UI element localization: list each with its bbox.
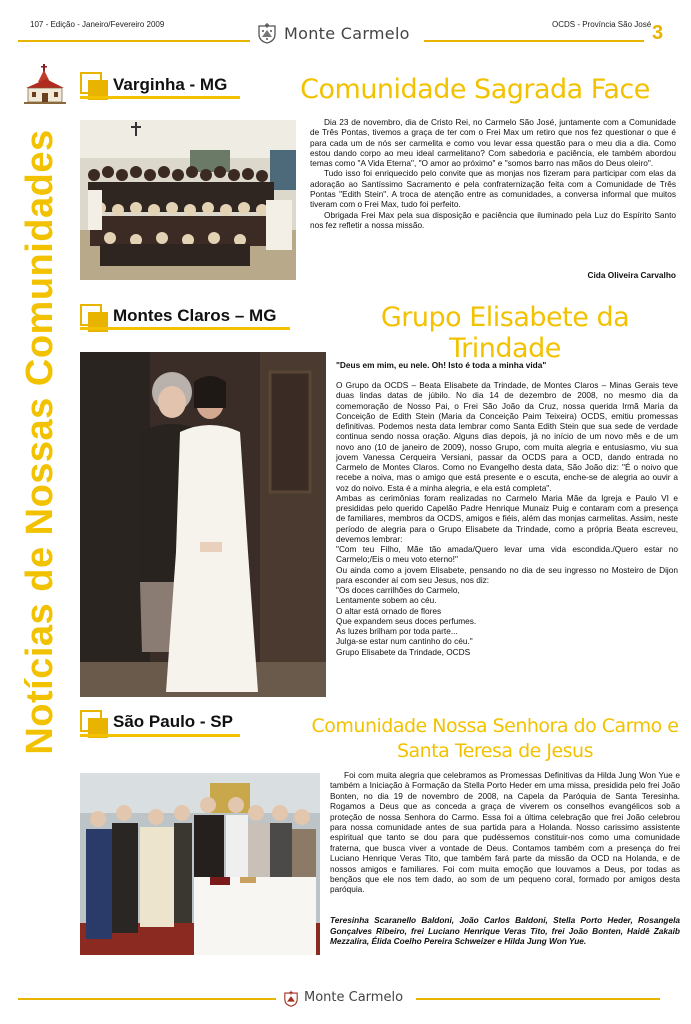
section-location-montes-claros: Montes Claros – MG [113,306,277,325]
section-underline [80,734,240,737]
paragraph: Tudo isso foi enriquecido pelo convite que as monjas nos fizeram para participar com elas da adoração ao Santíssimo Sacramento e pela confraternização feita com a Comunidade de Três Pontas "Edith Stein". A troca de atenção entre as comunidades, a conversa informal que muitos tiveram com o Frei Max, tudo foi perfeito. [310,168,676,210]
article-title-sagrada-face: Comunidade Sagrada Face [300,74,650,105]
carmel-shield-icon [258,22,276,44]
paragraph: O Grupo da OCDS – Beata Elisabete da Trindade, de Montes Claros – Minas Gerais teve duas lindas datas de júbilo. No dia 14 de dezembro de 2008, no mesmo dia da comemoração de Nosso Pai, o Frei São João da Cruz, nossa querida Irmã Maria da Conceição de Edith Stein (Maria da Conceição Paim Teixeira) OCDS, emitiu promessas definitivas. Podemos nesta data lembrar como Santa Edith Stein que sua sede de verdade continua sendo nossa oração. Alguns dias depois, já no início de um novo mês e de um novo ano (10 de janeiro de 2009), nosso Grupo, com muita alegria e entusiasmo, viu sua jovem Vanessa Cerqueira Versiani, passar da OCDS para a OCD, dando entrada no Carmelo de Montes Claros. Como no Evangelho desta data, São João diz: "É o noivo que recebe a noiva, mas o amigo que está presente e o escuta, enche-se de alegria ao ouvir a voz do noivo. Esta é a minha alegria, e ela está completa". [336,380,678,493]
article-title-elisabete: Grupo Elisabete da Trindade [380,302,630,364]
carmel-shield-icon [284,990,298,1007]
province-info: OCDS - Província São José [552,20,652,29]
photo-varginha-group [80,120,296,280]
article-body-sagrada-face [310,117,676,230]
article-body-nossa-senhora [330,770,680,895]
article-title-nossa-senhora [300,714,690,764]
magazine-title: Monte Carmelo [284,24,410,43]
title-line: Santa Teresa de Jesus [396,740,594,762]
paragraph: Foi com muita alegria que celebramos as Promessas Definitivas da Hilda Jung Won Yue e também a Iniciação à Formação da Stella Porto Heder em uma missa, presidida pelo frei João Bonten, no dia 19 de novembro de 2008, na Capela da Paróquia de Santa Teresinha. Rogamos a Deus que as conceda a graça de viverem os conselhos evangélicos sob a proteção de nossa Senhora do Carmo. Essa foi a última celebração que frei João celebrou para nossa comunidade antes de sua partida para a Holanda. Nosso carissimo assistente espiritual que tanto se dou para que pudéssemos constituir-nos como uma comunidade fraterna, que busca viver a vontade de Deus. Contamos também com a presença do frei Luciano Henrique Veras Tito, que também fará parte da missão da OCD na Holanda, e de nossos amigos e familiares. Foi com muita emoção que louvamos a Deus, por todas as bençãos que ele nos tem dado, ao som de um pequeno coral, formado por amigos desta paróquia. [330,770,680,895]
page-header [0,0,691,52]
paragraph: Dia 23 de novembro, dia de Cristo Rei, no Carmelo São José, juntamente com a Comunidade de Três Pontas, tivemos a graça de ter com o Frei Max um retiro que nos fez questionar o que é para cada um de nós ser carmelita e como vou levar essa questão para o meu dia a dia. Como estou dando corpo ao meu ideal carmelitano? Com sabedoria e paciência, ele também abordou temas como "A Vida Eterna", "O amor ao próximo" e "somos barro nas mãos do Deus oleiro". [310,117,676,169]
page-number: 3 [652,22,664,44]
issue-info: 107 - Edição - Janeiro/Fevereiro 2009 [30,20,165,29]
church-icon [24,62,66,106]
section-underline [80,96,240,99]
footer-rule-right [416,998,660,1000]
title-line: Comunidade Nossa Senhora do Carmo e [311,715,679,737]
photo-montes-claros [80,352,326,697]
header-rule-right [424,40,644,42]
footer-title: Monte Carmelo [304,990,404,1005]
article-body-elisabete [336,380,678,657]
paragraph: Ou ainda como a jovem Elisabete, pensando no dia de seu ingresso no Mosteiro de Dijon para esconder aí com seu Jesus, nos diz: [336,564,678,585]
article-signature: Cida Oliveira Carvalho [587,270,676,280]
poem-line: "Os doces carrilhões do Carmelo, [336,585,460,595]
section-location-varginha: Varginha - MG [113,75,228,94]
paragraph: Obrigada Frei Max pela sua disposição e paciência que iluminado pela Luz do Espírito Santo nos fez refletir a nossa missão. [310,209,676,230]
article-quote: "Deus em mim, eu nele. Oh! Isto é toda a minha vida" [336,360,547,370]
poem-line: Lentamente sobem ao céu. [336,595,437,606]
header-rule-left [18,40,250,42]
paragraph: "Com teu Filho, Mãe tão amada/Quero levar uma vida escondida./Quero estar no Carmelo;/Eis o meu voto eterno!" [336,544,678,565]
footer-rule-left [18,998,276,1000]
article-signatures: Teresinha Scaranello Baldoni, João Carlos Baldoni, Stella Porto Heder, Rosangela Gonçalves Ribeiro, frei Luciano Henrique Veras Tito, frei João Bonten, Haidê Zakaib Mezzalira, Élida Coelho Pereira Schweizer e Hilda Jung Won Yue. [330,915,680,947]
poem-line: As luzes brilham por toda parte... [336,626,458,636]
poem-line: O altar está ornado de flores [336,605,442,616]
poem-line: Que expandem seus doces perfumes. [336,615,477,626]
side-section-title: Notícias de Nossas Comunidades [19,129,61,755]
photo-sao-paulo-group [80,773,320,955]
group-signature: Grupo Elisabete da Trindade, OCDS [336,646,471,657]
paragraph: Ambas as cerimônias foram realizadas no Carmelo Maria Mãe da Igreja e Paulo VI e presididas pelo querido Capelão Padre Henrique Munaiz Puig e contaram com a presença de familiares, membros da OCDS, amigos e fiéis, além das monjas carmelitas. Assim, neste período de alegria para o Grupo Elisabete da Trindade, como a própria Beata escreveu, devemos lembrar: [336,492,678,544]
section-underline [80,327,290,330]
section-location-sao-paulo: São Paulo - SP [113,712,233,731]
poem-line: Julga-se estar num cantinho do céu." [336,636,473,647]
